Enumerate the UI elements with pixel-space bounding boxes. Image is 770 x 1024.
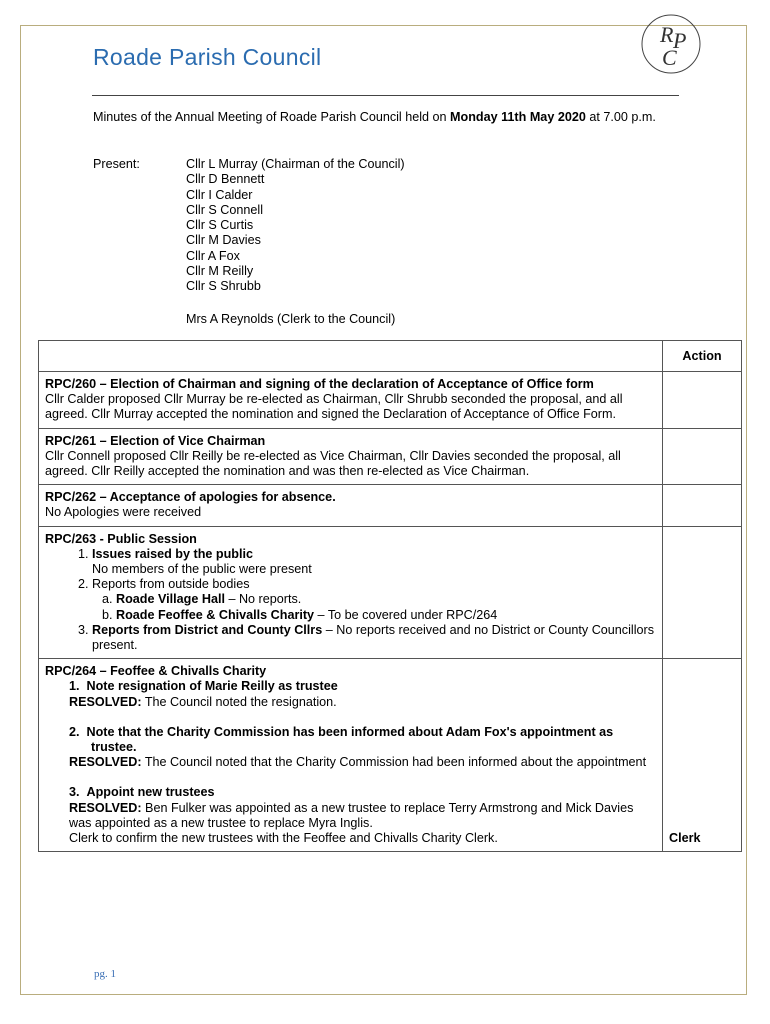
resolution bbox=[69, 695, 656, 710]
member-name: Cllr S Connell bbox=[186, 202, 263, 217]
list-item bbox=[92, 577, 656, 623]
svg-text:C: C bbox=[662, 45, 677, 70]
member-name: Cllr M Davies bbox=[186, 233, 261, 248]
table-row bbox=[39, 485, 742, 526]
header-item-cell bbox=[39, 341, 663, 372]
action-cell bbox=[663, 428, 742, 485]
item-body: Cllr Calder proposed Cllr Murray be re-elected as Chairman, Cllr Shrubb seconded the proposal, and all agreed. Cllr Murray accepted the nomination and signed the Declaration of Acceptance of Office Form. bbox=[45, 392, 623, 422]
meeting-date: Monday 11th May 2020 bbox=[450, 110, 586, 124]
item-rpc263 bbox=[39, 526, 663, 659]
svg-text:P: P bbox=[673, 28, 687, 53]
resolved-label: RESOLVED: bbox=[69, 755, 142, 770]
intro-prefix: Minutes of the Annual Meeting of Roade Parish Council held on bbox=[93, 110, 451, 124]
item-title: RPC/260 – Election of Chairman and signing of the declaration of Acceptance of Office form bbox=[45, 377, 594, 391]
member-name: Cllr I Calder bbox=[186, 187, 253, 202]
council-logo bbox=[640, 13, 702, 75]
item-rpc262 bbox=[39, 485, 663, 526]
action-note: Clerk to confirm the new trustees with the Feoffee and Chivalls Charity Clerk. bbox=[69, 831, 498, 846]
member-name: Cllr L Murray (Chairman of the Council) bbox=[186, 157, 405, 171]
sub-item-3 bbox=[45, 785, 656, 846]
resolution bbox=[69, 801, 656, 831]
svg-text:R: R bbox=[660, 22, 674, 47]
member-name: Cllr A Fox bbox=[186, 248, 240, 263]
action-cell bbox=[663, 526, 742, 659]
item-rpc261 bbox=[39, 428, 663, 485]
spacer bbox=[45, 710, 656, 725]
action-cell: Clerk bbox=[663, 659, 742, 852]
list-item bbox=[92, 623, 656, 653]
public-session-list bbox=[45, 547, 656, 653]
action-cell bbox=[663, 372, 742, 429]
resolved-label: RESOLVED: bbox=[69, 694, 142, 709]
page-title: Roade Parish Council bbox=[93, 44, 322, 70]
resolution-text: Ben Fulker was appointed as a new trustee to replace Terry Armstrong and Mick Davies was appointed as a new trustee to replace Myra Inglis. bbox=[69, 800, 634, 830]
body-report: – No reports. bbox=[224, 592, 302, 607]
sub-item-title: Reports from District and County Cllrs bbox=[92, 622, 323, 637]
page-number: pg. 1 bbox=[94, 968, 116, 980]
sub-item-1 bbox=[45, 679, 656, 709]
sub-item-title: 2. Note that the Charity Commission has been informed about Adam Fox's appointment as trustee. bbox=[69, 724, 614, 755]
sub-item-2 bbox=[45, 725, 656, 771]
outside-bodies-list bbox=[92, 592, 656, 622]
title-divider bbox=[92, 95, 679, 96]
intro-suffix: at 7.00 p.m. bbox=[585, 110, 656, 124]
item-rpc260 bbox=[39, 372, 663, 429]
present-label: Present: bbox=[93, 157, 140, 171]
body-name: Roade Village Hall bbox=[116, 592, 225, 607]
sub-item-title-text: Note resignation of Marie Reilly as trustee bbox=[86, 679, 338, 694]
action-header: Action bbox=[663, 341, 742, 372]
member-name: Cllr D Bennett bbox=[186, 172, 265, 187]
clerk-attendee: Mrs A Reynolds (Clerk to the Council) bbox=[186, 312, 396, 326]
member-name: Cllr M Reilly bbox=[186, 264, 254, 279]
minutes-table bbox=[38, 340, 742, 852]
sub-item-title-text: Appoint new trustees bbox=[86, 785, 215, 800]
table-row bbox=[39, 372, 742, 429]
member-name: Cllr S Shrubb bbox=[186, 279, 261, 294]
resolution-text: The Council noted the resignation. bbox=[141, 694, 337, 709]
item-rpc264 bbox=[39, 659, 663, 852]
item-title: RPC/263 - Public Session bbox=[45, 531, 197, 546]
list-item bbox=[116, 592, 656, 607]
spacer bbox=[45, 770, 656, 785]
body-report: – To be covered under RPC/264 bbox=[314, 607, 498, 622]
sub-item-title: Issues raised by the public bbox=[92, 546, 253, 561]
item-title: RPC/264 – Feoffee & Chivalls Charity bbox=[45, 664, 267, 679]
list-item bbox=[92, 547, 656, 577]
sub-item-body: – No reports received and no District or County Councillors present. bbox=[92, 622, 654, 653]
sub-item-title: 1. Note resignation of Marie Reilly as trustee bbox=[69, 679, 338, 694]
sub-item-title: Reports from outside bodies bbox=[92, 577, 250, 592]
item-body: No Apologies were received bbox=[45, 505, 202, 520]
sub-item-title-text: Note that the Charity Commission has been informed about Adam Fox's appointment as trustee. bbox=[86, 724, 614, 755]
meeting-intro bbox=[93, 110, 683, 125]
table-row bbox=[39, 526, 742, 659]
action-cell bbox=[663, 485, 742, 526]
sub-item-title: 3. Appoint new trustees bbox=[69, 785, 215, 800]
item-title: RPC/261 – Election of Vice Chairman bbox=[45, 433, 266, 448]
resolved-label: RESOLVED: bbox=[69, 800, 142, 815]
resolution-text: The Council noted that the Charity Commission had been informed about the appointment bbox=[141, 755, 647, 770]
table-row bbox=[39, 659, 742, 852]
present-list bbox=[186, 157, 405, 295]
item-title: RPC/262 – Acceptance of apologies for absence. bbox=[45, 490, 336, 505]
item-body: Cllr Connell proposed Cllr Reilly be re-elected as Vice Chairman, Cllr Davies seconded the proposal, all agreed. Cllr Reilly accepted the nomination and was then re-elected as Vice Chairman. bbox=[45, 448, 621, 479]
table-row bbox=[39, 428, 742, 485]
member-name: Cllr S Curtis bbox=[186, 218, 254, 233]
body-name: Roade Feoffee & Chivalls Charity bbox=[116, 607, 315, 622]
resolution bbox=[69, 755, 656, 770]
sub-item-body: No members of the public were present bbox=[92, 562, 312, 577]
list-item bbox=[116, 608, 656, 623]
table-header-row bbox=[39, 341, 742, 372]
